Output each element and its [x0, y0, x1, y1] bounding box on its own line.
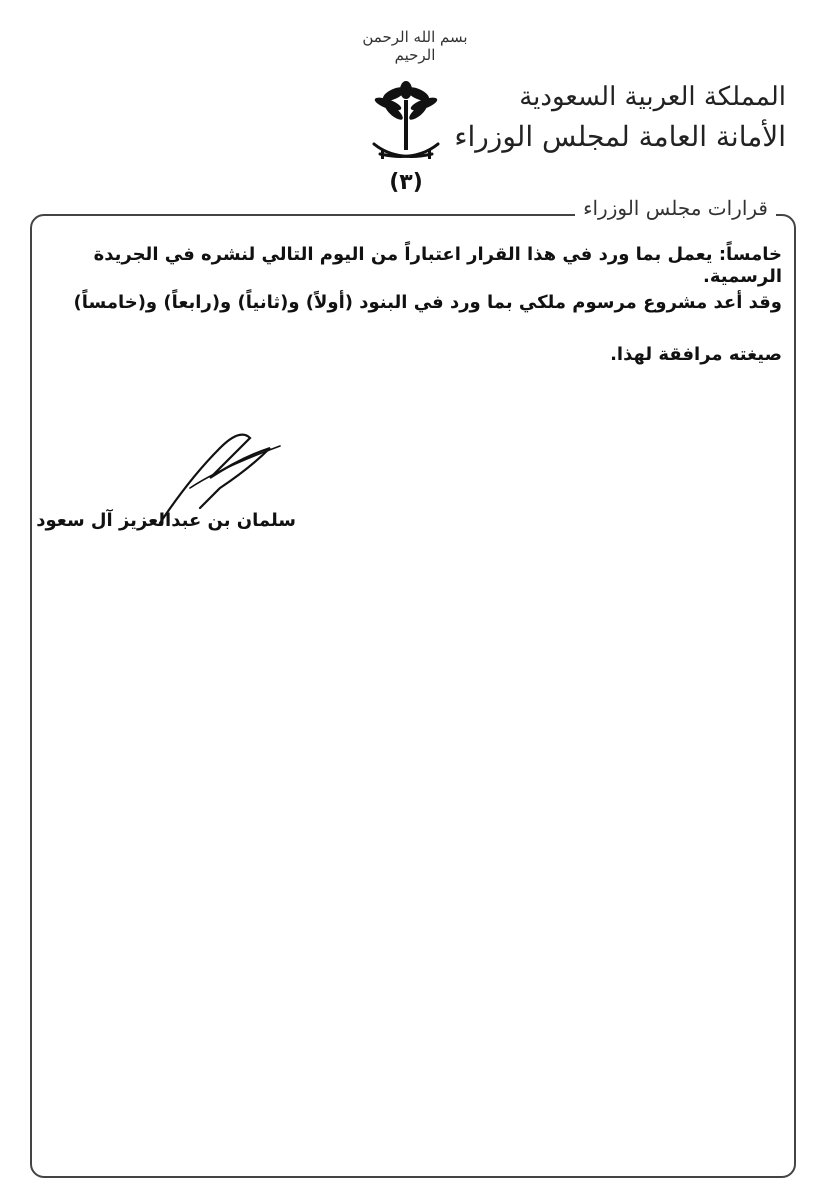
paragraph-attached: صيغته مرافقة لهذا. — [610, 344, 782, 365]
letterhead — [454, 82, 786, 153]
secretariat-title: الأمانة العامة لمجلس الوزراء — [454, 120, 786, 153]
page-number: (٣) — [389, 170, 423, 195]
paragraph-fifth: خامساً: يعمل بما ورد في هذا القرار اعتباراً من اليوم التالي لنشره في الجريدة الرسمية. — [93, 244, 782, 287]
paragraph-decree: وقد أعد مشروع مرسوم ملكي بما ورد في البنود (أولاً) و(ثانياً) و(رابعاً) و(خامساً) — [73, 292, 782, 313]
basmala: بسم الله الرحمن الرحيم — [362, 28, 468, 64]
signatory-name: سلمان بن عبدالعزيز آل سعود — [36, 510, 296, 531]
frame-label: قرارات مجلس الوزراء — [575, 196, 776, 220]
kingdom-title: المملكة العربية السعودية — [519, 82, 786, 112]
